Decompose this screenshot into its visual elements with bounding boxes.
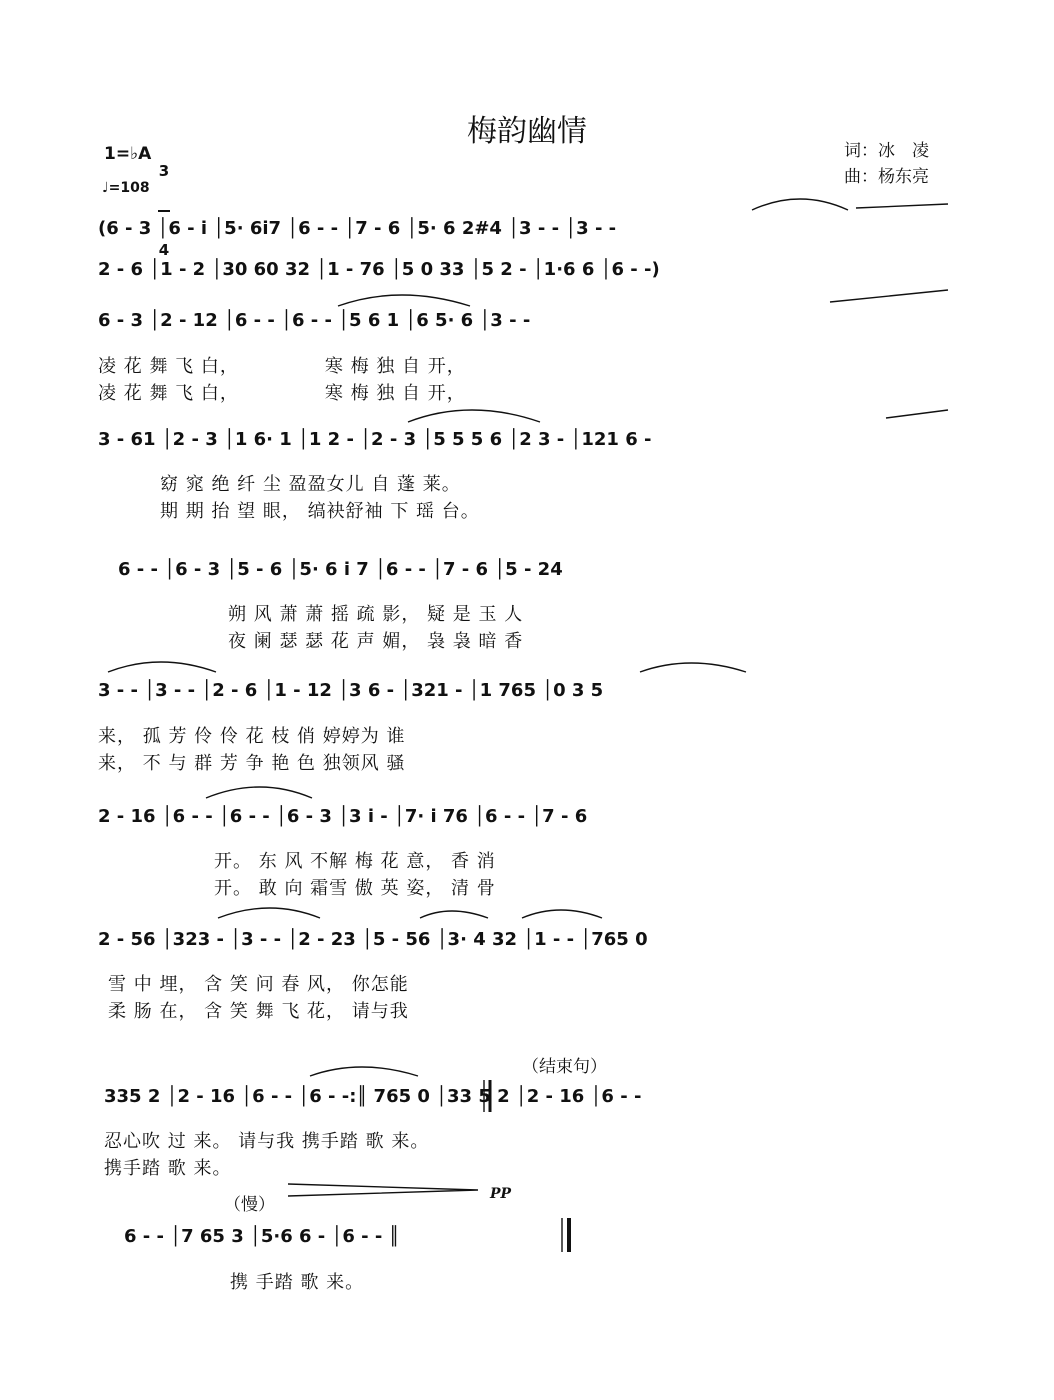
slur-arc — [522, 910, 602, 918]
slur-arc — [288, 1184, 478, 1196]
lyrics-line-9b: 携手踏 歌 来。 — [104, 1158, 232, 1179]
slur-arc — [830, 290, 948, 302]
staff-line-7: 2 - 16 │6 - - │6 - - │6 - 3 │3 i - │7· i 76 │6 - - │7 - 6 — [98, 806, 588, 827]
staff-line-4: 3 - 61 │2 - 3 │1 6· 1 │1 2 - │2 - 3 │5 5 5 6 │2 3 - │121 6 - — [98, 429, 652, 450]
lyrics-line-3a: 凌 花 舞 飞 白， 寒 梅 独 自 开， — [98, 356, 466, 377]
lyrics-line-8a: 雪 中 埋， 含 笑 问 春 风， 你怎能 — [108, 974, 409, 995]
lyrics-line-6b: 来， 不 与 群 芳 争 艳 色 独领风 骚 — [98, 753, 406, 774]
staff-line-1: (6 - 3 │6 - i │5· 6i7 │6 - - │7 - 6 │5· 6 2#4 │3 - - │3 - - — [98, 218, 617, 239]
slow-marking: （慢） — [224, 1195, 275, 1215]
slur-arc — [206, 787, 312, 798]
slur-arc — [108, 662, 216, 672]
slur-arc — [752, 199, 848, 210]
slur-arc — [310, 1067, 418, 1076]
lyrics-line-8b: 柔 肠 在， 含 笑 舞 飞 花， 请与我 — [108, 1001, 409, 1022]
staff-line-3: 6 - 3 │2 - 12 │6 - - │6 - - │5 6 1 │6 5· 6 │3 - - — [98, 310, 531, 331]
staff-line-6: 3 - - │3 - - │2 - 6 │1 - 12 │3 6 - │321 - │1 765 │0 3 5 — [98, 680, 604, 701]
slur-arc — [420, 911, 488, 918]
staff-line-9: 335 2 │2 - 16 │6 - - │6 - -:║ 765 0 │33 5 2 │2 - 16 │6 - - — [104, 1086, 642, 1107]
lyrics-line-7b: 开。 敢 向 霜雪 傲 英 姿， 清 骨 — [214, 878, 496, 899]
slur-arc — [218, 908, 320, 918]
lyrics-line-4b: 期 期 抬 望 眼， 缟袂舒袖 下 瑶 台。 — [160, 501, 480, 522]
tempo-marking: ♩=108 — [102, 180, 150, 196]
slur-arc — [886, 410, 948, 418]
slur-arc — [640, 663, 746, 672]
lyrics-line-7a: 开。 东 风 不解 梅 花 意， 香 消 — [214, 851, 496, 872]
lyrics-line-4a: 窈 窕 绝 纤 尘 盈盈女儿 自 蓬 莱。 — [160, 474, 461, 495]
lyrics-line-6a: 来， 孤 芳 伶 伶 花 枝 俏 婷婷为 谁 — [98, 726, 406, 747]
lyricist-credit: 词：冰 凌 — [844, 141, 929, 161]
slur-arc — [338, 295, 470, 306]
lyrics-line-3b: 凌 花 舞 飞 白， 寒 梅 独 自 开， — [98, 383, 466, 404]
slur-arc — [856, 204, 948, 208]
staff-line-10: 6 - - │7 65 3 │5·6 6 - │6 - - ║ — [124, 1226, 400, 1247]
dynamic-marking: PP — [490, 1186, 512, 1202]
time-signature-bottom: 4 — [158, 241, 170, 259]
slur-arc — [408, 410, 540, 422]
composer-credit: 曲：杨东亮 — [844, 167, 929, 187]
lyrics-line-10: 携 手踏 歌 来。 — [230, 1272, 365, 1293]
ending-label: （结束句） — [522, 1057, 607, 1077]
lyrics-line-9a: 忍心吹 过 来。 请与我 携手踏 歌 来。 — [104, 1131, 430, 1152]
staff-line-2: 2 - 6 │1 - 2 │30 60 32 │1 - 76 │5 0 33 │5 2 - │1·6 6 │6 - -) — [98, 259, 660, 280]
song-title: 梅韵幽情 — [467, 114, 587, 149]
key-signature: 1=♭A — [104, 144, 152, 164]
staff-line-5: 6 - - │6 - 3 │5 - 6 │5· 6 i 7 │6 - - │7 - 6 │5 - 24 — [118, 559, 563, 580]
staff-line-8: 2 - 56 │323 - │3 - - │2 - 23 │5 - 56 │3· 4 32 │1 - - │765 0 — [98, 929, 648, 950]
lyrics-line-5b: 夜 阑 瑟 瑟 花 声 媚， 袅 袅 暗 香 — [228, 631, 524, 652]
time-signature-top: 3 — [158, 162, 170, 180]
lyrics-line-5a: 朔 风 萧 萧 摇 疏 影， 疑 是 玉 人 — [228, 604, 524, 625]
